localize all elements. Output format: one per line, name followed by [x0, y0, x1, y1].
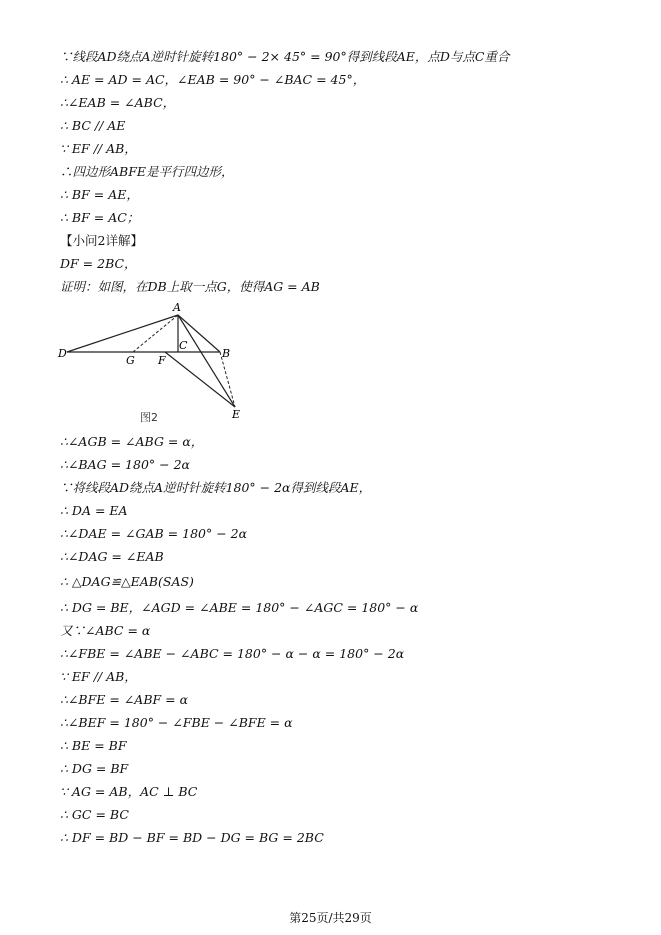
subquestion-heading: 【小问2详解】 [60, 233, 143, 248]
segment-BE-dashed [220, 352, 235, 407]
proof2-line-10: ∴∠FBE = ∠ABE − ∠ABC = 180° − α − α = 180° − 2α [60, 646, 405, 661]
segment-DA [67, 315, 178, 352]
label-F: F [158, 354, 166, 367]
proof2-line-6: ∴∠DAG = ∠EAB [60, 549, 164, 564]
proof2-line-5: ∴∠DAE = ∠GAB = 180° − 2α [60, 526, 248, 541]
segment-GA-dashed [133, 315, 178, 352]
proof-line-7: ∴ BF = AE， [60, 187, 139, 202]
proof-intro-line: 证明：如图，在DB上取一点G，使得AG = AB [60, 279, 320, 294]
segment-AE [178, 315, 235, 407]
proof-line-6: ∴四边形ABFE是平行四边形， [60, 164, 234, 179]
figure-svg [55, 300, 255, 432]
proof2-line-9: 又∵∠ABC = α [60, 623, 151, 638]
proof2-line-13: ∴∠BEF = 180° − ∠FBE − ∠BFE = α [60, 715, 293, 730]
proof2-line-14: ∴ BE = BF [60, 738, 127, 753]
label-G: G [126, 354, 135, 367]
proof2-line-7: ∴ △DAG≌△EAB(SAS) [60, 574, 194, 589]
label-D: D [58, 347, 67, 360]
proof-line-1: ∵线段AD绕点A逆时针旋转180° − 2× 45° = 90°得到线段AE，点D与点C重合 [60, 49, 510, 64]
proof2-line-2: ∴∠BAG = 180° − 2α [60, 457, 190, 472]
proof2-line-11: ∵ EF // AB， [60, 669, 137, 684]
proof2-line-17: ∴ GC = BC [60, 807, 129, 822]
proof2-line-15: ∴ DG = BF [60, 761, 129, 776]
segment-FE [165, 352, 235, 407]
proof2-line-3: ∵将线段AD绕点A逆时针旋转180° − 2α得到线段AE， [60, 480, 372, 495]
proof-line-3: ∴∠EAB = ∠ABC， [60, 95, 176, 110]
proof-line-8: ∴ BF = AC； [60, 210, 140, 225]
proof-line-2: ∴ AE = AD = AC，∠EAB = 90° − ∠BAC = 45°， [60, 72, 366, 87]
proof-line-4: ∴ BC // AE [60, 118, 126, 133]
proof-line-10: DF = 2BC， [60, 256, 137, 271]
proof2-line-12: ∴∠BFE = ∠ABF = α [60, 692, 189, 707]
figure-caption: 图2 [140, 411, 158, 424]
label-B: B [222, 347, 231, 360]
proof2-line-16: ∵ AG = AB，AC ⊥ BC [60, 784, 198, 799]
label-C: C [179, 339, 188, 352]
label-A: A [173, 301, 181, 314]
page-number-footer: 第25页/共29页 [289, 911, 372, 925]
proof2-line-1: ∴∠AGB = ∠ABG = α， [60, 434, 204, 449]
proof2-line-8: ∴ DG = BE，∠AGD = ∠ABE = 180° − ∠AGC = 180° − α [60, 600, 419, 615]
proof-line-5: ∵ EF // AB， [60, 141, 137, 156]
proof2-line-18: ∴ DF = BD − BF = BD − DG = BG = 2BC [60, 830, 324, 845]
geometry-figure [55, 300, 255, 432]
proof2-line-4: ∴ DA = EA [60, 503, 128, 518]
label-E: E [232, 408, 241, 421]
